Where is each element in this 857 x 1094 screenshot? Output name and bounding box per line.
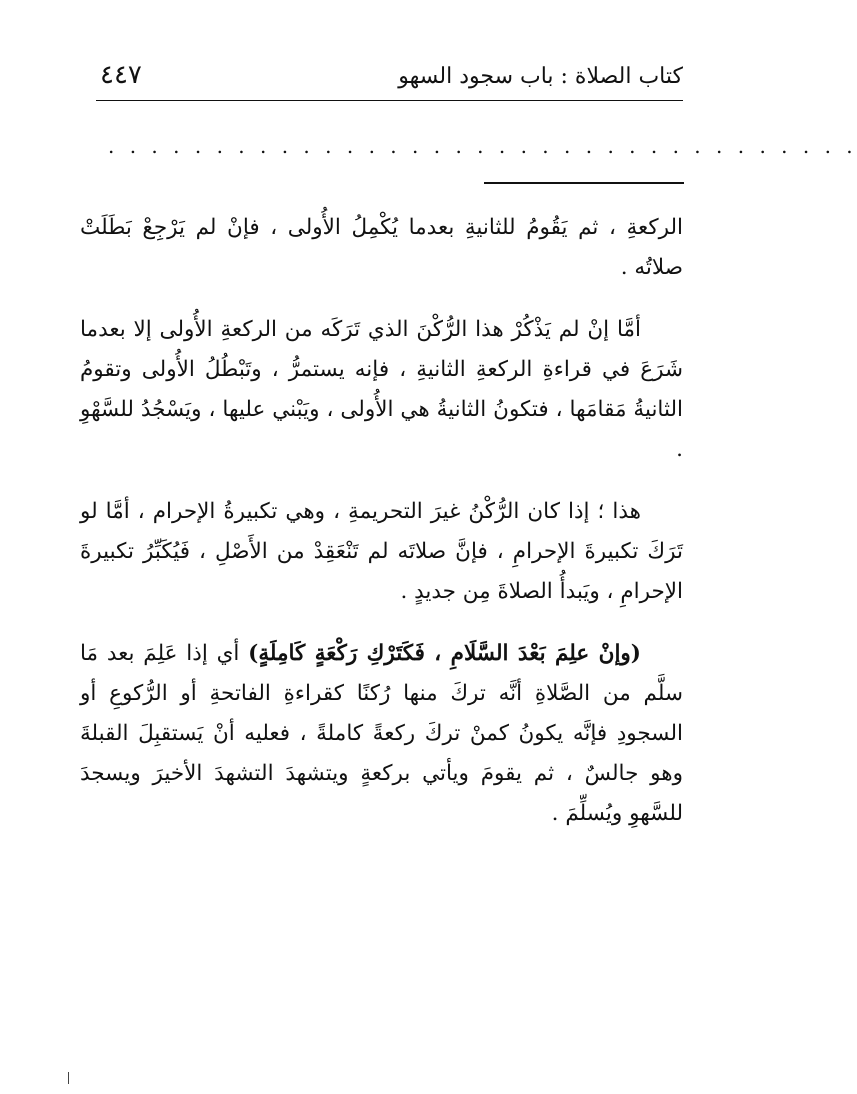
page-header: [96, 60, 683, 101]
paragraph-2: أمَّا إنْ لم يَذْكُرْ هذا الرُّكْنَ الذي تَرَكَه من الركعةِ الأُولى إلا بعدما شَرَعَ في قراءةِ الركعةِ الثانيةِ ، فإنه يستمرُّ ، وتَبْطُلُ الأُولى وتقومُ الثانيةُ مَقامَها ، فتكونُ الثانيةُ هي الأُولى ، ويَبْني عليها ، ويَسْجُدُ للسَّهْوِ .: [80, 317, 683, 462]
paragraph-3: هذا ؛ إذا كان الرُّكْنُ غيرَ التحريمةِ ، وهي تكبيرةُ الإحرام ، أمَّا لو تَرَكَ تكبيرةَ الإحرامِ ، فإنَّ صلاتَه لم تَنْعَقِدْ من الأَصْلِ ، فَيُكَبِّرُ تكبيرةَ الإحرامِ ، ويَبدأُ الصلاةَ مِن جديدٍ .: [80, 499, 683, 604]
paragraph-4: [80, 634, 683, 834]
matn-quote: (وإنْ علِمَ بَعْدَ السَّلَامِ ، فَكَتَرْكِ رَكْعَةٍ كَامِلَةٍ): [248, 641, 641, 666]
paragraph-1: الركعةِ ، ثم يَقُومُ للثانيةِ بعدما يُكْمِلُ الأُولى ، فإنْ لم يَرْجِعْ بَطَلَتْ صلاتُه .: [80, 215, 683, 280]
footnote-separator: [484, 182, 684, 184]
ellipsis-line: . . . . . . . . . . . . . . . . . . . . . . . . . . . . . . . . . . .: [108, 134, 857, 158]
paragraph-4-commentary: أي إذا عَلِمَ بعد مَا سلَّم من الصَّلاةِ أنَّه تركَ منها رُكنًا كقراءةِ الفاتحةِ أو الرُّكوعِ أو السجودِ فإنَّه يكونُ كمنْ تركَ ركعةً كاملةً ، فعليه أنْ يَستقبِلَ القبلةَ وهو جالسٌ ، ثم يقومَ ويأتي بركعةٍ ويتشهدَ التشهدَ الأخيرَ ويسجدَ للسَّهوِ ويُسلِّمَ .: [80, 641, 683, 826]
scan-mark: [68, 1072, 69, 1084]
page-number: ٤٤٧: [100, 60, 142, 90]
running-title: كتاب الصلاة : باب سجود السهو: [398, 64, 683, 89]
commentary-body: [80, 208, 683, 856]
